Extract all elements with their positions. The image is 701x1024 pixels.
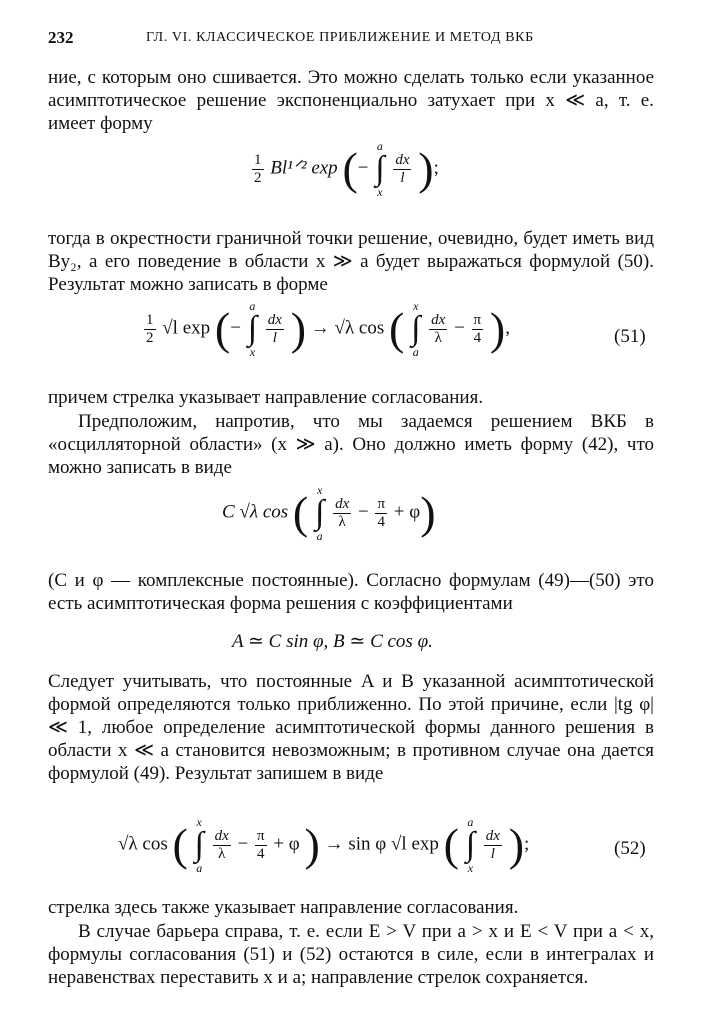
integrand-fraction: $\frac{dx}{l}$ <box>395 151 410 186</box>
integrand-fraction: $\frac{dx}{l}$ <box>267 311 282 346</box>
paragraph-1 <box>48 66 654 135</box>
paragraph-7-text: стрелка здесь также указывает направление согласования. <box>48 897 519 918</box>
running-title: ГЛ. VI. КЛАССИЧЕСКОЕ ПРИБЛИЖЕНИЕ И МЕТОД ВКБ <box>146 30 534 45</box>
integrand-fraction: $\frac{dx}{\lambda}$ <box>214 827 229 862</box>
pi-fraction: $\frac{\pi}{4}$ <box>473 311 482 346</box>
paragraph-2-text: тогда в окрестности граничной точки решение, очевидно, будет иметь вид By₂, а его поведение в области x ≫ a будет выражаться формулой (50). Результат можно записать в форме <box>48 228 654 295</box>
integral-sign: a ∫ x <box>465 815 476 875</box>
formula-1-prefix: Bl¹ᐟ² exp <box>270 157 338 179</box>
page-number: 232 <box>48 28 74 47</box>
paragraph-1-text: ние, с которым оно сшивается. Это можно сделать только если указанное асимптотическое решение экспоненциально затухает при x ≪ a, т. е. имеет форму <box>48 67 654 134</box>
paragraph-5 <box>48 569 654 615</box>
formula-coefficients: A ≃ C sin φ, B ≃ C cos φ. <box>232 631 433 652</box>
integral-sign: x ∫ a <box>194 815 204 875</box>
equation-number-51: (51) <box>614 326 646 347</box>
page-header <box>48 28 654 52</box>
formula-51: $\frac{1}{2}$ √l exp (− a ∫ x $\frac{dx}{l}$ ) → √λ cos ( x ∫ a $\frac{dx}{\lambda}$ − $\frac{\pi}{4}$ ), <box>146 299 510 359</box>
formula-1: $\frac{1}{2}$ Bl¹ᐟ² exp (− a ∫ x $\frac{dx}{l}$ ); <box>254 139 439 199</box>
paragraph-4 <box>48 410 654 479</box>
integral-sign: a ∫ x <box>375 139 385 199</box>
paragraph-6-text: Следует учитывать, что постоянные A и B указанной асимптотической формой определяются только приближенно. По этой причине, если |tg φ| ≪ 1, любое определение асимптотической формы данного решения в области x ≪ a становится невозможным; в противном случае она дается формулой (49). Результат запишем в виде <box>48 671 654 784</box>
paragraph-4-text: Предположим, напротив, что мы задаемся решением ВКБ в «осцилляторной области» (x ≫ a). Оно должно иметь форму (42), что можно записать в виде <box>48 411 654 478</box>
integral-sign: x ∫ a <box>315 483 325 543</box>
integrand-fraction: $\frac{dx}{\lambda}$ <box>431 311 446 346</box>
integral-sign: x ∫ a <box>411 299 421 359</box>
formula-3: C √λ cos ( x ∫ a $\frac{dx}{\lambda}$ − $\frac{\pi}{4}$ + φ) <box>222 483 436 543</box>
coefficient-fraction: $\frac{1}{2}$ <box>254 151 262 186</box>
paragraph-8 <box>48 920 654 989</box>
paragraph-3 <box>48 386 654 409</box>
pi-fraction: $\frac{\pi}{4}$ <box>257 827 265 862</box>
integrand-fraction: $\frac{dx}{l}$ <box>485 827 500 862</box>
paragraph-5-text: (C и φ — комплексные постоянные). Согласно формулам (49)—(50) это есть асимптотическая форма решения с коэффициентами <box>48 570 654 614</box>
paragraph-8-text: В случае барьера справа, т. е. если E > V при a > x и E < V при a < x, формулы согласования (51) и (52) остаются в силе, если в интегралах и неравенствах переставить x и a; направление стрелок сохраняется. <box>48 921 654 988</box>
formula-52: √λ cos ( x ∫ a $\frac{dx}{\lambda}$ − $\frac{\pi}{4}$ + φ ) → sin φ √l exp ( a ∫ x $\frac{dx}{l}$ ); <box>118 815 530 875</box>
paragraph-7 <box>48 896 654 919</box>
paragraph-2 <box>48 227 654 296</box>
integral-sign: a ∫ x <box>247 299 258 359</box>
paragraph-6 <box>48 670 654 785</box>
pi-fraction: $\frac{\pi}{4}$ <box>377 495 386 530</box>
paragraph-3-text: причем стрелка указывает направление согласования. <box>48 387 484 408</box>
equation-number-52: (52) <box>614 838 646 859</box>
coefficient-fraction: $\frac{1}{2}$ <box>146 311 154 346</box>
integrand-fraction: $\frac{dx}{\lambda}$ <box>335 495 350 530</box>
